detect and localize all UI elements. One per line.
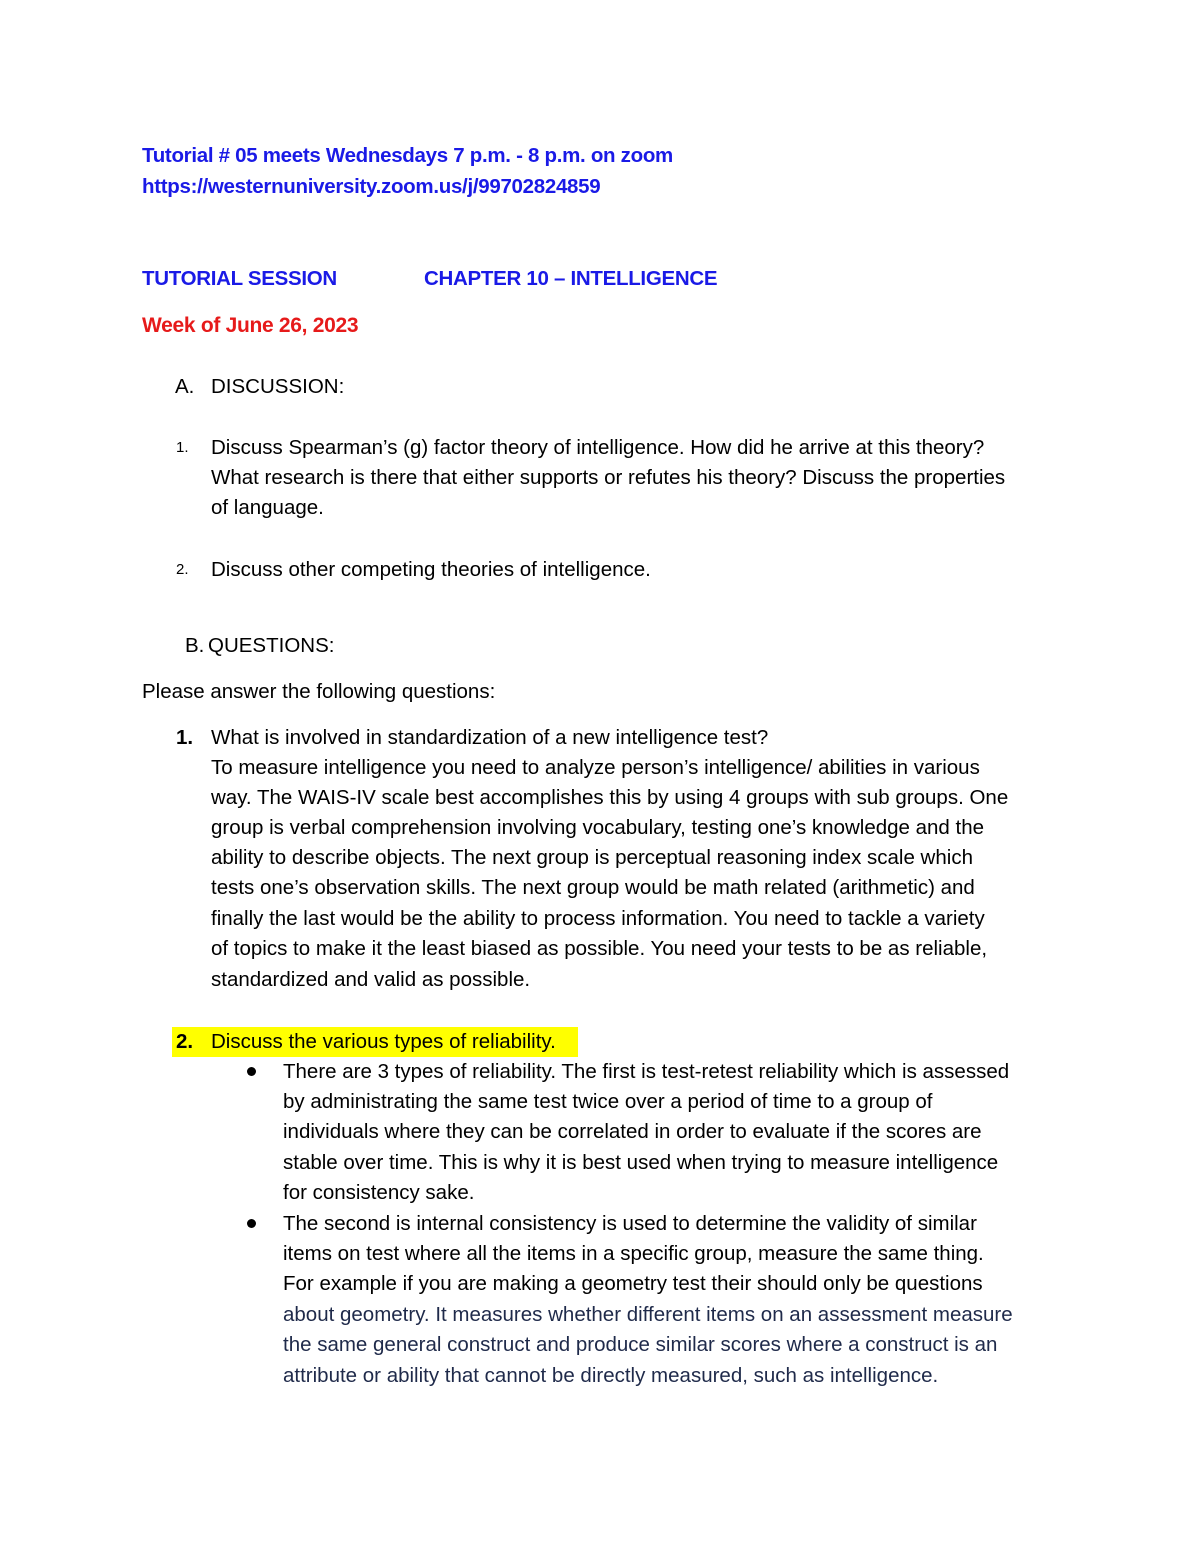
question-text: What is involved in standardization of a new intelligence test? [211,726,769,749]
bullet-line: the same general construct and produce similar scores where a construct is an [283,1333,998,1356]
tutorial-meeting-line: Tutorial # 05 meets Wednesdays 7 p.m. - 8 p.m. on zoom [142,144,673,167]
bullet-icon [247,1219,256,1228]
bullet-line: for consistency sake. [283,1181,475,1204]
answer-line: finally the last would be the ability to process information. You need to tackle a variety [211,907,985,930]
answer-line: tests one’s observation skills. The next group would be math related (arithmetic) and [211,876,975,899]
chapter-label: CHAPTER 10 – INTELLIGENCE [424,267,718,290]
bullet-line: stable over time. This is why it is best used when trying to measure intelligence [283,1151,999,1174]
discussion-item-line: Discuss Spearman’s (g) factor theory of intelligence. How did he arrive at this theory? [211,436,985,459]
discussion-item-line: Discuss other competing theories of intelligence. [211,558,651,581]
zoom-link[interactable]: https://westernuniversity.zoom.us/j/99702824859 [142,175,601,198]
bullet-line: about geometry. It measures whether different items on an assessment measure [283,1303,1013,1326]
bullet-line: The second is internal consistency is used to determine the validity of similar [283,1212,977,1235]
discussion-item-line: What research is there that either supports or refutes his theory? Discuss the properties [211,466,1006,489]
answer-line: To measure intelligence you need to analyze person’s intelligence/ abilities in various [211,756,980,779]
bullet-line: attribute or ability that cannot be directly measured, such as intelligence. [283,1364,939,1387]
tutorial-session-label: TUTORIAL SESSION [142,267,337,290]
discussion-item-number: 2. [176,561,189,578]
week-label: Week of June 26, 2023 [142,314,359,337]
answer-line: way. The WAIS-IV scale best accomplishes this by using 4 groups with sub groups. One [211,786,1009,809]
answer-line: ability to describe objects. The next group is perceptual reasoning index scale which [211,846,973,869]
bullet-line: For example if you are making a geometry test their should only be questions [283,1272,983,1295]
questions-intro: Please answer the following questions: [142,680,496,703]
discussion-title: DISCUSSION: [211,375,345,398]
answer-line: of topics to make it the least biased as possible. You need your tests to be as reliable, [211,937,988,960]
question-number: 1. [176,726,194,749]
question-number: 2. [176,1030,194,1053]
bullet-icon [247,1067,256,1076]
discussion-item-number: 1. [176,439,189,456]
discussion-marker: A. [175,375,195,398]
answer-line: standardized and valid as possible. [211,968,531,991]
bullet-line: by administrating the same test twice over a period of time to a group of [283,1090,933,1113]
discussion-item-line: of language. [211,496,324,519]
questions-marker: B. [185,634,205,657]
bullet-line: items on test where all the items in a specific group, measure the same thing. [283,1242,984,1265]
bullet-line: individuals where they can be correlated in order to evaluate if the scores are [283,1120,982,1143]
bullet-line: There are 3 types of reliability. The first is test-retest reliability which is assessed [283,1060,1010,1083]
answer-line: group is verbal comprehension involving vocabulary, testing one’s knowledge and the [211,816,985,839]
question-text: Discuss the various types of reliability. [211,1030,556,1053]
questions-title: QUESTIONS: [208,634,335,657]
